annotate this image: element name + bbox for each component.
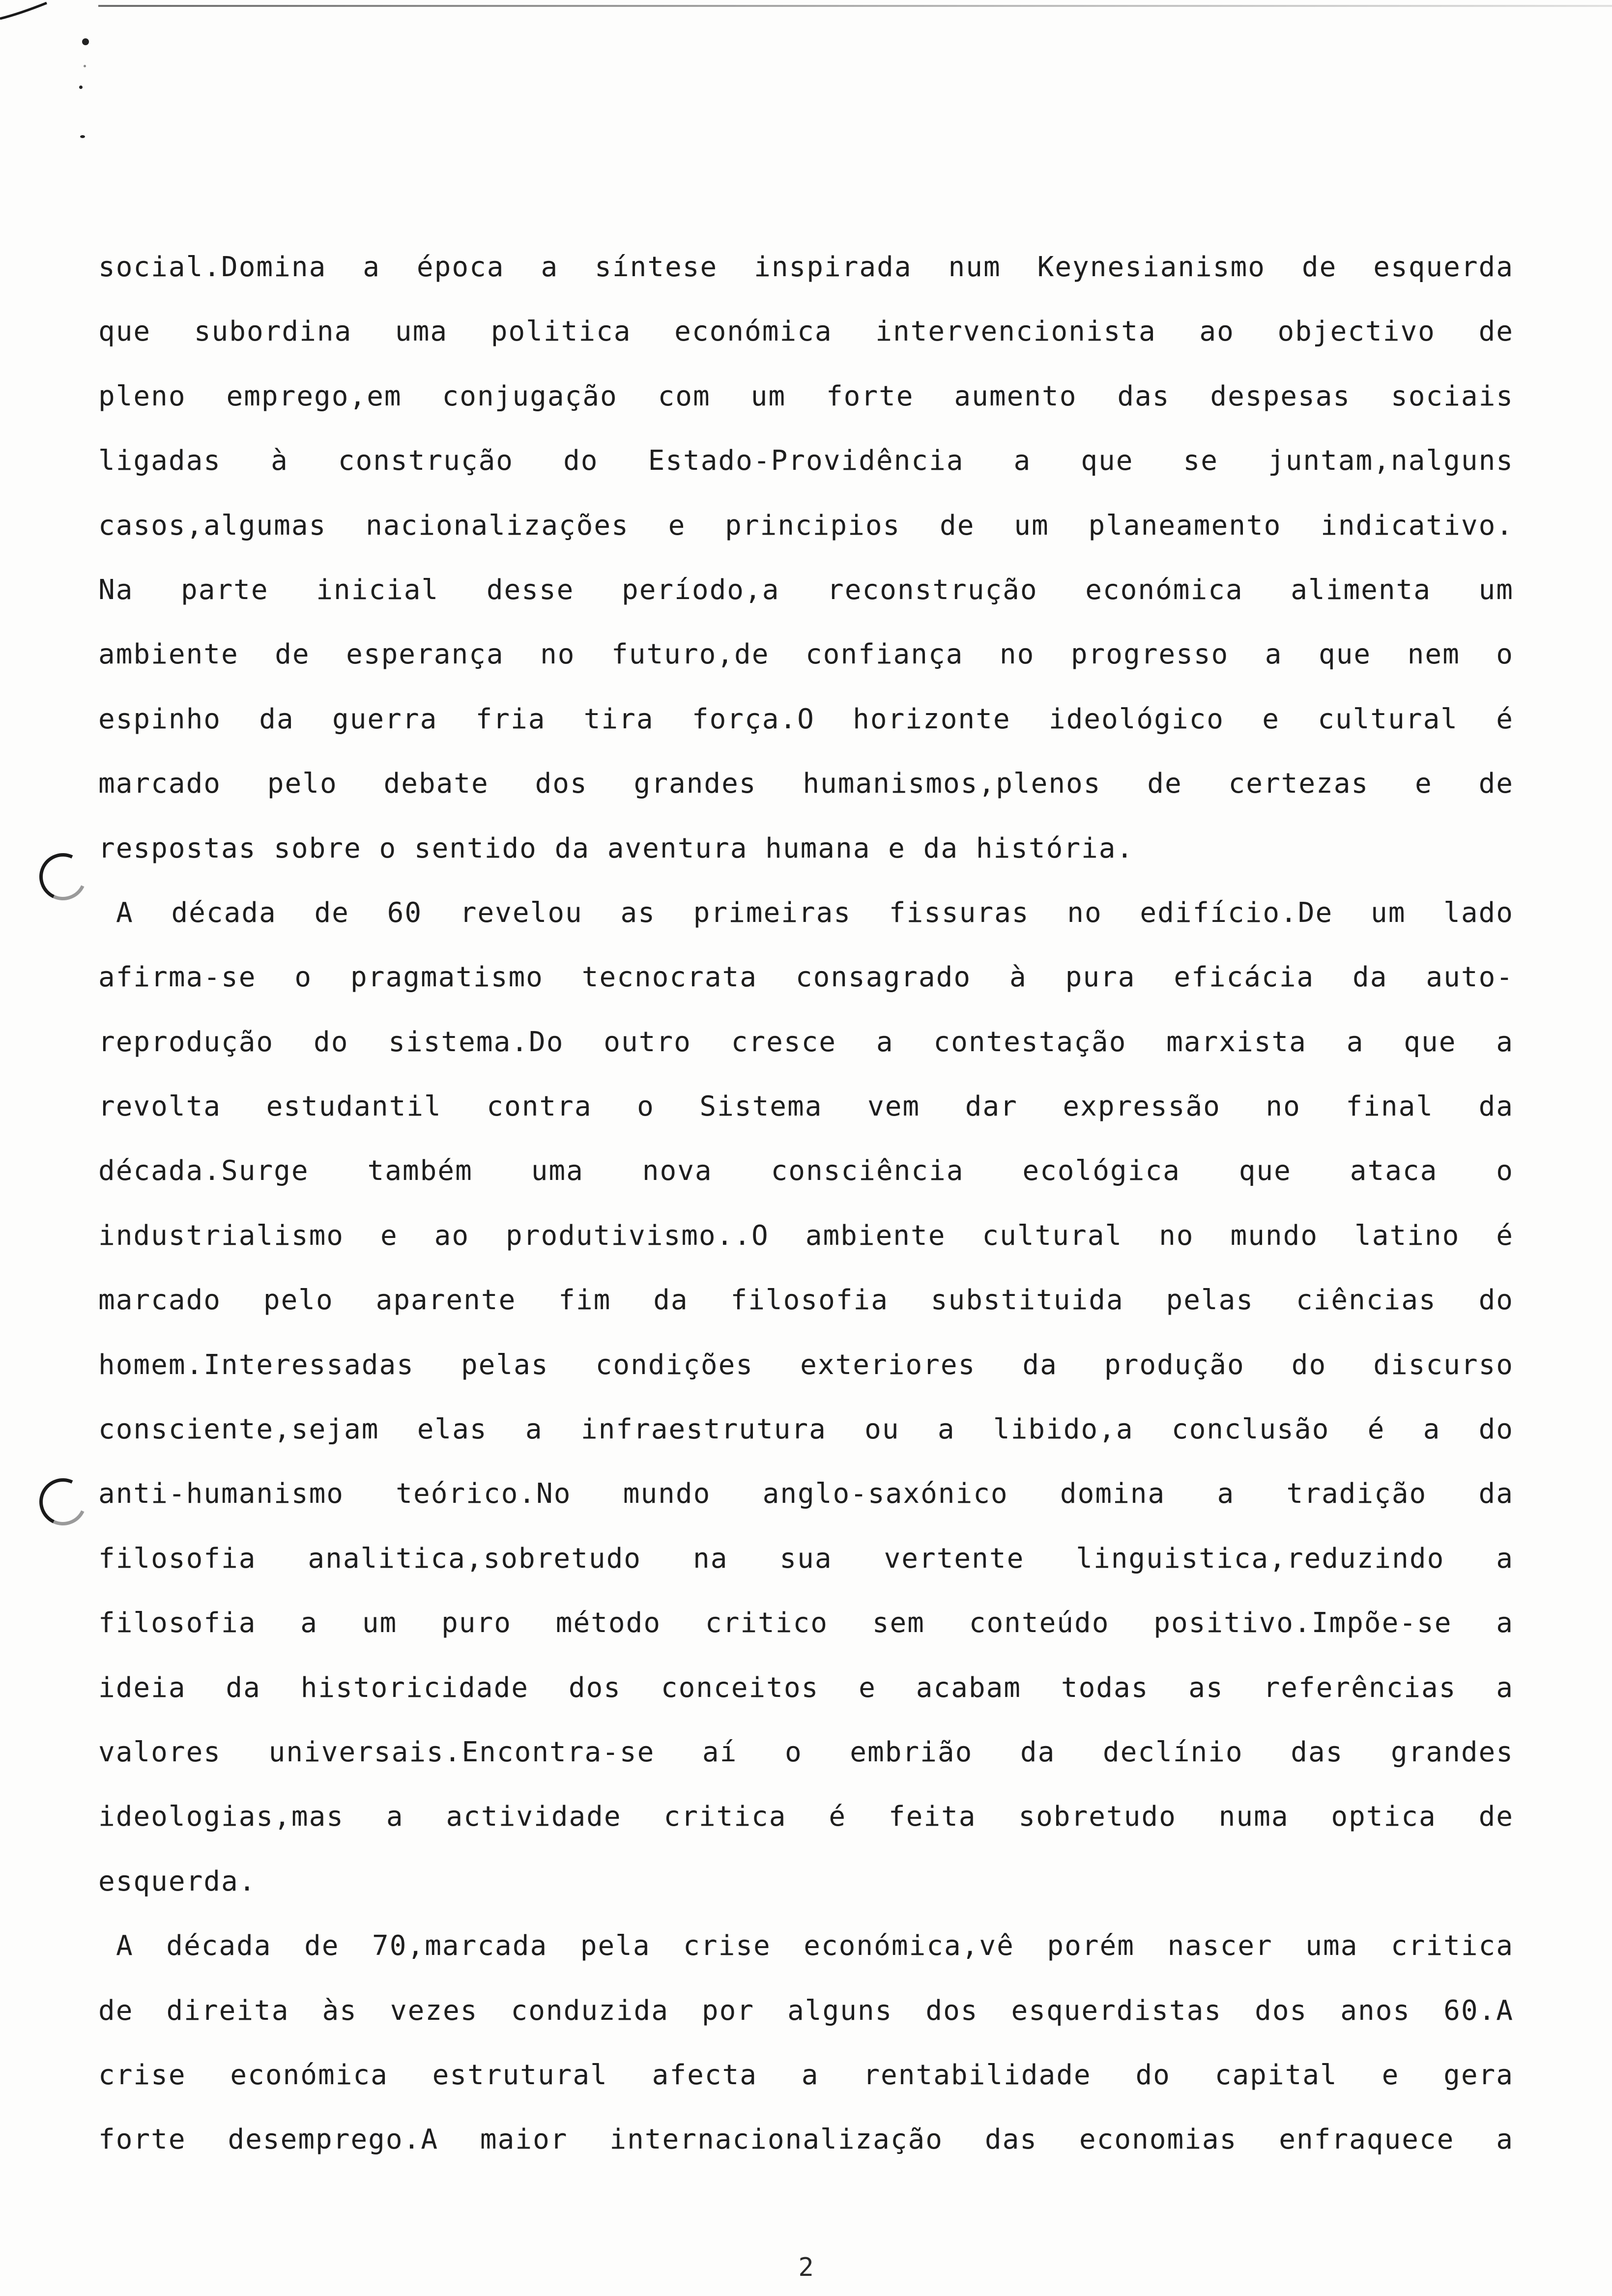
- text-line: valores universais.Encontra-se aí o embrião da declínio das grandes: [98, 1736, 1514, 1768]
- corner-scan-mark: [0, 0, 59, 29]
- text-line: A década de 70,marcada pela crise económica,vê porém nascer uma critica: [116, 1930, 1514, 1962]
- text-line: social.Domina a época a síntese inspirada num Keynesianismo de esquerda: [98, 251, 1514, 283]
- text-line: afirma-se o pragmatismo tecnocrata consagrado à pura eficácia da auto-: [98, 961, 1514, 994]
- text-line: marcado pelo aparente fim da filosofia substituida pelas ciências do: [98, 1284, 1514, 1317]
- margin-dot: [80, 135, 85, 138]
- margin-dot: [82, 38, 89, 45]
- text-line: forte desemprego.A maior internacionalização das economias enfraquece a: [98, 2124, 1514, 2156]
- text-line: filosofia a um puro método critico sem conteúdo positivo.Impõe-se a: [98, 1607, 1514, 1639]
- text-line: que subordina uma politica económica intervencionista ao objectivo de: [98, 316, 1514, 348]
- text-line: A década de 60 revelou as primeiras fissuras no edifício.De um lado: [116, 896, 1514, 929]
- text-line: pleno emprego,em conjugação com um forte aumento das despesas sociais: [98, 380, 1514, 412]
- text-line: homem.Interessadas pelas condições exteriores da produção do discurso: [98, 1349, 1514, 1381]
- punch-hole: [32, 846, 93, 907]
- text-line: crise económica estrutural afecta a rentabilidade do capital e gera: [98, 2059, 1514, 2091]
- text-line: filosofia analitica,sobretudo na sua vertente linguistica,reduzindo a: [98, 1542, 1514, 1575]
- text-line: marcado pelo debate dos grandes humanismos,plenos de certezas e de: [98, 768, 1514, 800]
- margin-dot: [84, 65, 86, 67]
- top-edge-rule: [98, 5, 1612, 7]
- text-line: espinho da guerra fria tira força.O horizonte ideológico e cultural é: [98, 703, 1514, 735]
- text-line: Na parte inicial desse período,a reconstrução económica alimenta um: [98, 574, 1514, 606]
- text-line: casos,algumas nacionalizações e principios de um planeamento indicativo.: [98, 509, 1514, 542]
- text-line: ideologias,mas a actividade critica é feita sobretudo numa optica de: [98, 1801, 1514, 1833]
- text-line: reprodução do sistema.Do outro cresce a contestação marxista a que a: [98, 1026, 1514, 1058]
- text-line: esquerda.: [98, 1865, 257, 1897]
- text-line: de direita às vezes conduzida por alguns dos esquerdistas dos anos 60.A: [98, 1994, 1514, 2027]
- text-line: industrialismo e ao produtivismo..O ambiente cultural no mundo latino é: [98, 1219, 1514, 1252]
- text-line: consciente,sejam elas a infraestrutura ou a libido,a conclusão é a do: [98, 1413, 1514, 1446]
- text-line: anti-humanismo teórico.No mundo anglo-saxónico domina a tradição da: [98, 1478, 1514, 1510]
- text-line: respostas sobre o sentido da aventura humana e da história.: [98, 832, 1134, 864]
- text-line: revolta estudantil contra o Sistema vem dar expressão no final da: [98, 1091, 1514, 1123]
- body-text: [98, 235, 1514, 2172]
- page-number: 2: [798, 2253, 814, 2282]
- text-line: ambiente de esperança no futuro,de confiança no progresso a que nem o: [98, 638, 1514, 671]
- margin-dot: [79, 86, 83, 89]
- text-line: ligadas à construção do Estado-Providência a que se juntam,nalguns: [98, 445, 1514, 477]
- text-line: década.Surge também uma nova consciência ecológica que ataca o: [98, 1155, 1514, 1187]
- text-line: ideia da historicidade dos conceitos e acabam todas as referências a: [98, 1671, 1514, 1704]
- punch-hole: [32, 1471, 93, 1532]
